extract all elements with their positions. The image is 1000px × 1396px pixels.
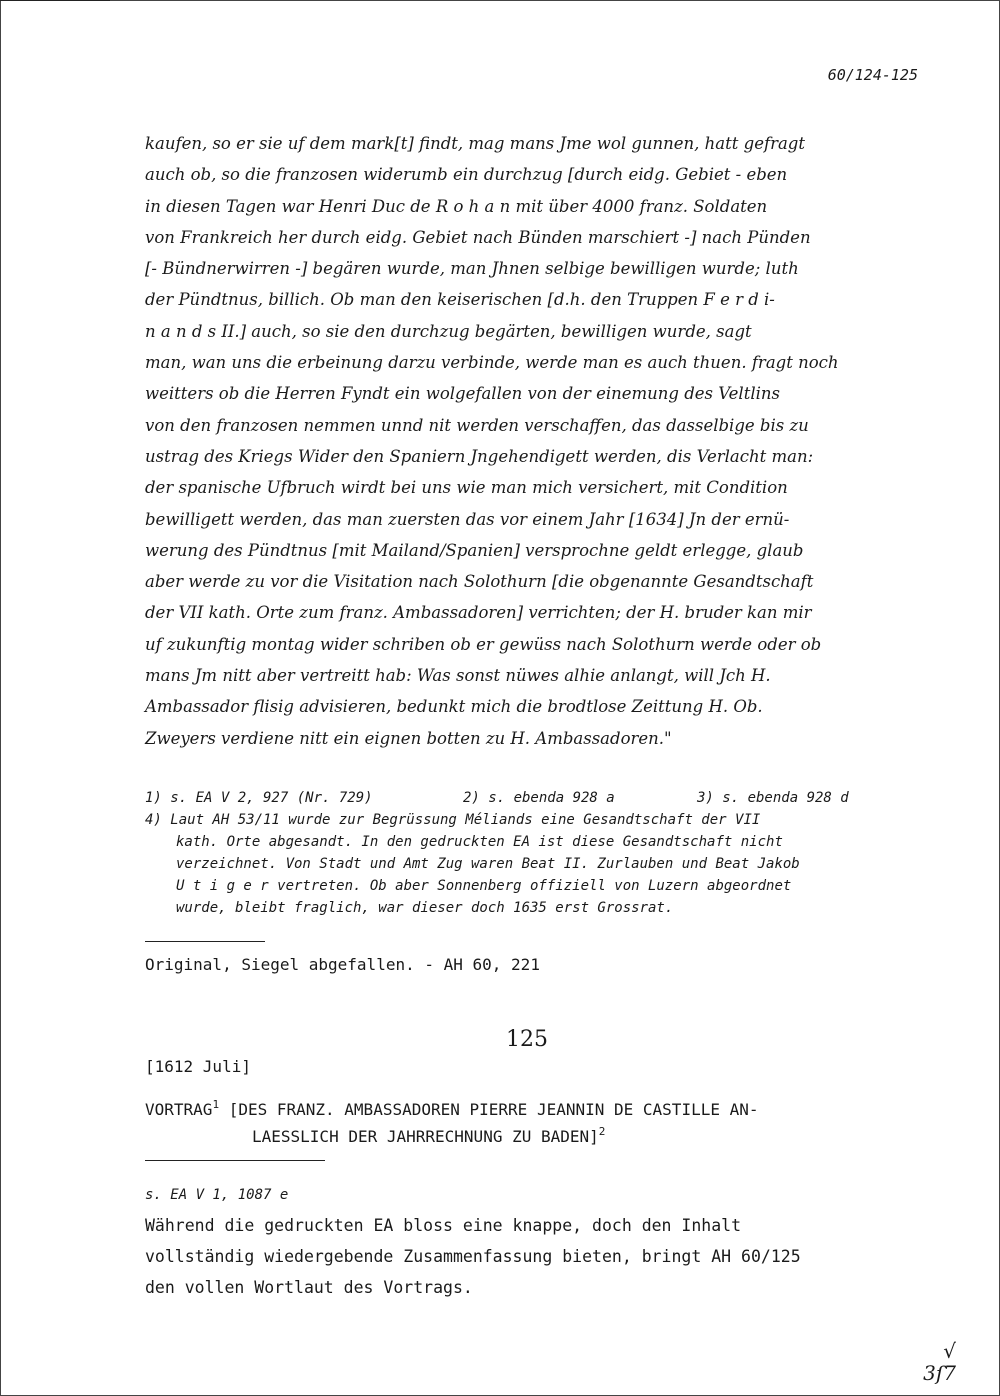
summary-line: den vollen Wortlaut des Vortrags. (145, 1278, 473, 1297)
text-line: Zweyers verdiene nitt ein eignen botten zu H. Ambassadoren." (145, 728, 672, 748)
summary-line: Während die gedruckten EA bloss eine knappe, doch den Inhalt (145, 1216, 742, 1235)
page-edge-mark (0, 0, 110, 1)
folio-number: 3ſ7 (923, 1361, 956, 1385)
text-line: uf zukunftig montag wider schriben ob er gewüss nach Solothurn werde oder ob (145, 634, 822, 654)
footnote-ref-1: 1 (212, 1098, 220, 1111)
handwritten-page-mark (923, 1340, 956, 1384)
footnote-line-1-3 (145, 787, 935, 809)
text-line: von den franzosen nemmen unnd nit werden verschaffen, das dasselbige bis zu (145, 415, 809, 435)
summary-text (145, 1210, 955, 1303)
footnote-4-line: kath. Orte abgesandt. In den gedruckten EA ist diese Gesandtschaft nicht (176, 834, 783, 850)
title-label: VORTRAG (145, 1100, 213, 1119)
footnote-4-line: 4) Laut AH 53/11 wurde zur Begrüssung Méliands eine Gesandtschaft der VII (145, 812, 761, 828)
document-number: 125 (506, 1027, 548, 1052)
footnote-ref-2: 2 (598, 1125, 606, 1138)
text-line: ustrag des Kriegs Wider den Spaniern Jngehendigett werden, dis Verlacht man: (145, 446, 814, 466)
text-line: man, wan uns die erbeinung darzu verbinde, werde man es auch thuen. fragt noch (145, 353, 839, 373)
footnote-4-line: U t i g e r vertreten. Ob aber Sonnenberg offiziell von Luzern abgeordnet (176, 878, 792, 894)
footnote-1: 1) s. EA V 2, 927 (Nr. 729) (145, 790, 373, 806)
footnote-4-line: verzeichnet. Von Stadt und Amt Zug waren Beat II. Zurlauben und Beat Jakob (176, 856, 800, 872)
text-line: mans Jm nitt aber vertreitt hab: Was sonst nüwes alhie anlangt, will Jch H. (145, 666, 771, 686)
summary-line: vollständig wiedergebende Zusammenfassung bieten, bringt AH 60/125 (145, 1247, 801, 1266)
text-line: werung des Pündtnus [mit Mailand/Spanien] versprochne geldt erlegge, glaub (145, 540, 804, 560)
text-line: in diesen Tagen war Henri Duc de R o h a n mit über 4000 franz. Soldaten (145, 196, 768, 216)
footnote-4-line: wurde, bleibt fraglich, war dieser doch 1635 erst Grossrat. (176, 900, 674, 916)
separator-rule (145, 941, 265, 942)
text-line: der VII kath. Orte zum franz. Ambassadoren] verrichten; der H. bruder kan mir (145, 603, 812, 623)
text-line: der spanische Ufbruch wirdt bei uns wie man mich versichert, mit Condition (145, 478, 788, 498)
reference-line: s. EA V 1, 1087 e (145, 1187, 289, 1203)
text-line: Ambassador flisig advisieren, bedunkt mich die brodtlose Zeittung H. Ob. (145, 697, 763, 717)
main-text (145, 128, 935, 754)
footnote-2: 2) s. ebenda 928 a (463, 790, 615, 806)
text-line: n a n d s II.] auch, so sie den durchzug begärten, bewilligen wurde, sagt (145, 321, 752, 341)
text-line: kaufen, so er sie uf dem mark[t] findt, mag mans Jme wol gunnen, hatt gefragt (145, 134, 805, 153)
text-line: bewilligett werden, das man zuersten das vor einem Jahr [1634] Jn der ernü- (145, 509, 790, 529)
text-line: [- Bündnerwirren -] begären wurde, man Jhnen selbige bewilligen wurde; luth (145, 259, 799, 279)
text-line: auch ob, so die franzosen widerumb ein durchzug [durch eidg. Gebiet - eben (145, 165, 788, 185)
text-line: von Frankreich her durch eidg. Gebiet nach Bünden marschiert -] nach Pünden (145, 227, 811, 247)
document-title (145, 1094, 759, 1148)
footnote-3: 3) s. ebenda 928 d (697, 790, 849, 806)
document-date: [1612 Juli] (145, 1057, 251, 1076)
title-line-2: LAESSLICH DER JAHRRECHNUNG ZU BADEN] (252, 1127, 599, 1146)
source-note: Original, Siegel abgefallen. - AH 60, 221 (145, 955, 540, 974)
text-line: der Pündtnus, billich. Ob man den keiserischen [d.h. den Truppen F e r d i- (145, 290, 775, 310)
text-line: aber werde zu vor die Visitation nach Solothurn [die obgenannte Gesandtschaft (145, 572, 814, 592)
title-line-1: [DES FRANZ. AMBASSADOREN PIERRE JEANNIN DE CASTILLE AN- (219, 1100, 759, 1119)
text-line: weitters ob die Herren Fyndt ein wolgefallen von der einemung des Veltlins (145, 384, 780, 404)
separator-rule (145, 1160, 325, 1161)
page-number: 60/124-125 (827, 66, 918, 84)
check-mark: √ (943, 1339, 956, 1363)
footnotes (145, 787, 935, 919)
